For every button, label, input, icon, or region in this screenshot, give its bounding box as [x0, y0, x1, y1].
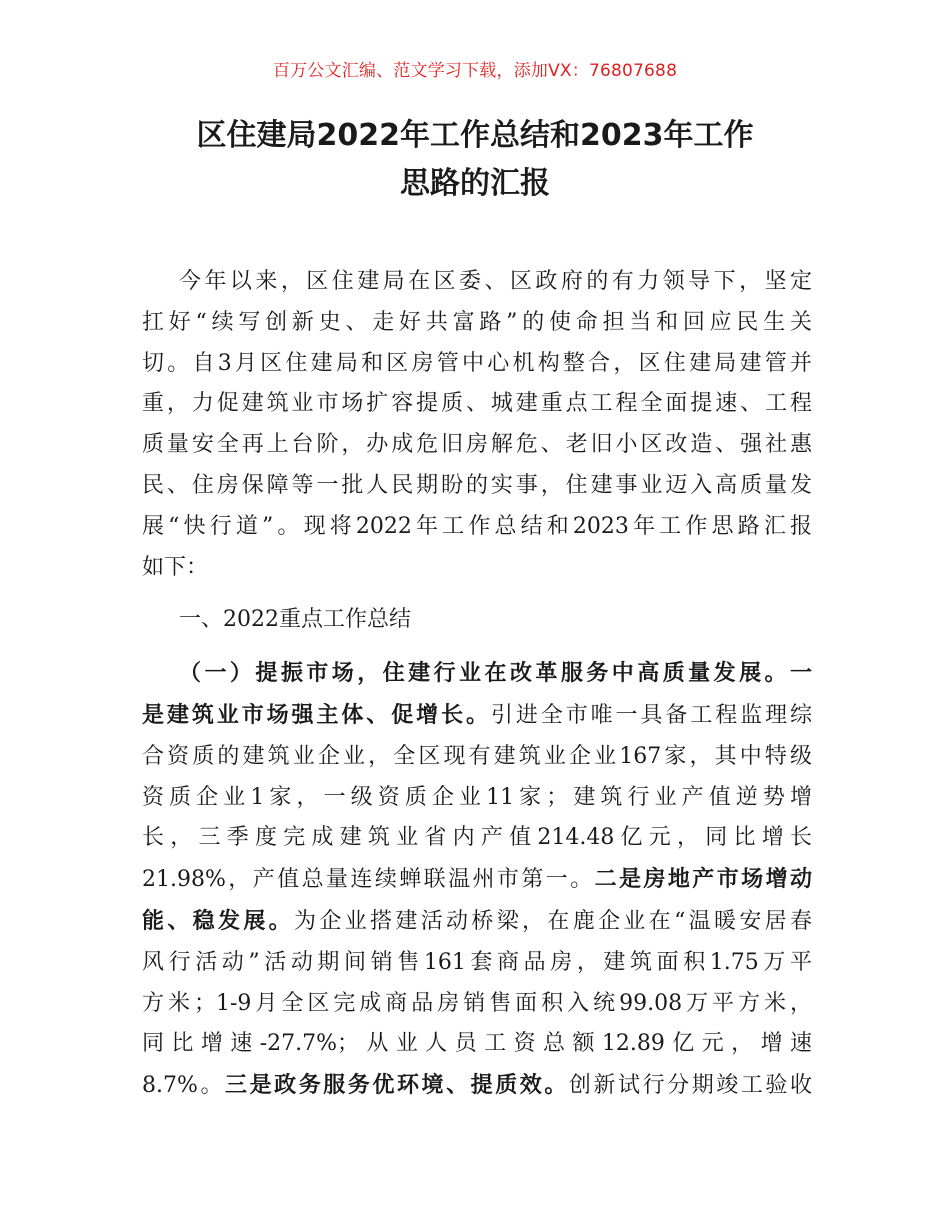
section-line: 资质企业1家，一级资质企业11家；建筑行业产值逆势增	[142, 784, 812, 810]
intro-line: 切。自3月区住建局和区房管中心机构整合，区住建局建管并	[142, 350, 812, 376]
section-line: 方米；1-9月全区完成商品房销售面积入统99.08万平方米，	[142, 990, 812, 1016]
intro-paragraph	[142, 262, 812, 588]
bold-lead: （一）提振市场，住建行业在改革服务中高质量发展。一	[179, 660, 812, 687]
intro-line: 民、住房保障等一批人民期盼的实事，住建事业迈入高质量发	[142, 472, 812, 498]
section-text: 8.7%。	[142, 1073, 226, 1099]
document-body	[142, 262, 812, 1107]
watermark-banner: 百万公文汇编、范文学习下载，添加VX：76807688	[272, 61, 678, 81]
section-text: 创新试行分期竣工验收	[568, 1073, 812, 1099]
bold-lead: 三是政务服务优环境、提质效。	[225, 1072, 569, 1099]
heading-text: 一、2022重点工作总结	[179, 607, 411, 633]
intro-line: 扛好“续写创新史、走好共富路”的使命担当和回应民生关	[142, 309, 812, 335]
section-line: 长，三季度完成建筑业省内产值214.48亿元，同比增长	[142, 825, 812, 851]
section-text: 为企业搭建活动桥梁，在鹿企业在“温暖安居春	[294, 908, 812, 934]
intro-line: 如下：	[142, 554, 209, 580]
intro-line: 展“快行道”。现将2022年工作总结和2023年工作思路汇报	[142, 513, 812, 539]
section-line	[142, 695, 812, 737]
intro-line: 质量安全再上台阶，办成危旧房解危、老旧小区改造、强社惠	[142, 432, 812, 458]
intro-line: 今年以来，区住建局在区委、区政府的有力领导下，坚定	[179, 269, 812, 294]
section-heading	[142, 600, 812, 641]
bold-lead: 是建筑业市场强主体、促增长。	[142, 701, 491, 728]
section-line	[142, 859, 812, 901]
intro-line: 重，力促建筑业市场扩容提质、城建重点工程全面提速、工程	[142, 391, 812, 417]
section-text: 21.98%，产值总量连续蝉联温州市第一。	[142, 867, 595, 893]
section-line	[142, 901, 812, 943]
section-line: 合资质的建筑业企业，全区现有建筑业企业167家，其中特级	[142, 743, 812, 769]
section-text: 引进全市唯一具备工程监理综	[490, 702, 812, 728]
bold-lead: 能、稳发展。	[142, 907, 295, 934]
section-line	[142, 653, 812, 695]
document-title	[120, 112, 830, 208]
section-line: 风行活动”活动期间销售161套商品房，建筑面积1.75万平	[142, 949, 812, 975]
section-1-paragraph	[142, 653, 812, 1107]
section-line: 同比增速-27.7%；从业人员工资总额12.89亿元，增速	[142, 1031, 812, 1057]
section-line	[142, 1065, 812, 1107]
bold-lead: 二是房地产市场增动	[594, 866, 812, 893]
title-line-1: 区住建局2022年工作总结和2023年工作	[196, 118, 754, 153]
title-line-2: 思路的汇报	[400, 166, 550, 201]
